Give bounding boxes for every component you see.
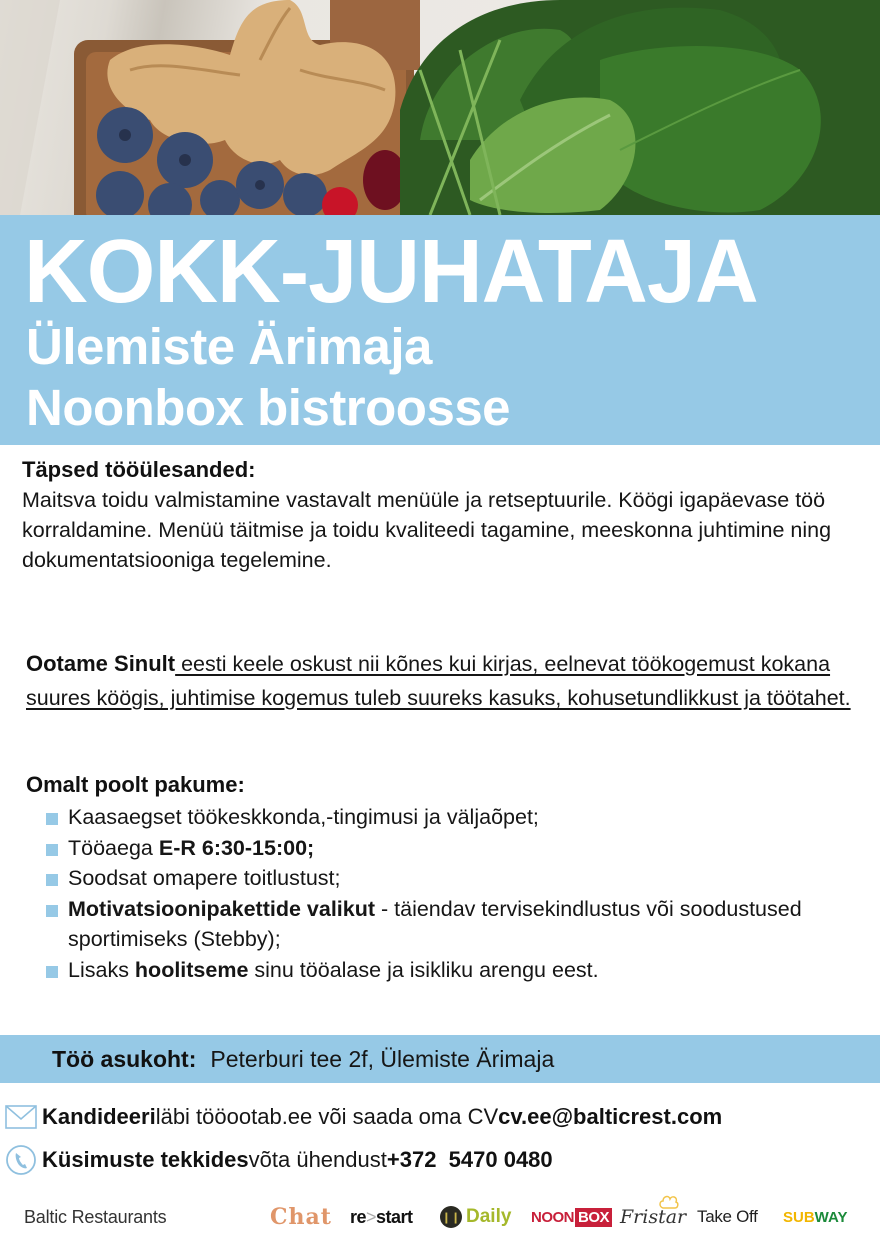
hero-food-image [0, 0, 880, 215]
take-off-logo: Take Off [697, 1207, 758, 1226]
apply-contact-line: Kandideeri läbi tööootab.ee või saada oma CV cv.ee@balticrest.com [4, 1100, 874, 1134]
duties-heading: Täpsed tööülesanded: [22, 457, 256, 482]
noonbox-logo: NOON BOX [531, 1196, 612, 1238]
offer-item: Kaasaegset töökeskkonda,-tingimusi ja väljaõpet; [26, 802, 866, 833]
chat-logo: Chat [270, 1204, 332, 1230]
fristar-logo: Fristar [620, 1196, 686, 1238]
square-bullet-icon [46, 874, 58, 886]
subway-logo: SUB WAY [783, 1208, 848, 1226]
duties-text: Maitsva toidu valmistamine vastavalt menüüle ja retseptuurile. Köögi igapäevase töö korraldamine. Menüü täitmise ja toidu kvaliteedi tagamine, meeskonna juhtimine ning dokumentatsiooniga tegelemine. [22, 488, 832, 572]
job-title: KOKK-JUHATAJA [24, 222, 758, 322]
expectations-lead: Ootame Sinult [26, 651, 176, 676]
restart-logo: re > start [350, 1206, 413, 1227]
offer-list [26, 802, 866, 985]
daily-logo: ❙❙ Daily [441, 1206, 512, 1227]
questions-label: Küsimuste tekkides [42, 1147, 249, 1172]
apply-email-link[interactable]: cv.ee@balticrest.com [498, 1104, 723, 1129]
offer-heading: Omalt poolt pakume: [26, 772, 245, 797]
job-location-subtitle: Ülemiste Ärimaja [26, 318, 432, 375]
title-banner [0, 215, 880, 445]
apply-label: Kandideeri [42, 1104, 156, 1129]
square-bullet-icon [46, 813, 58, 825]
offer-item: Soodsat omapere toitlustust; [26, 863, 866, 894]
duties-section [22, 455, 862, 575]
job-venue-subtitle: Noonbox bistroosse [26, 379, 511, 436]
offer-item: Lisaks hoolitseme sinu tööalase ja isikliku arengu eest. [26, 955, 866, 986]
square-bullet-icon [46, 905, 58, 917]
food-photo-icon [0, 0, 880, 215]
working-hours: E-R 6:30-15:00; [158, 835, 315, 860]
brand-footer [0, 1196, 880, 1238]
fork-knife-icon: ❙❙ [440, 1206, 462, 1228]
location-address: Peterburi tee 2f, Ülemiste Ärimaja [210, 1045, 555, 1072]
baltic-restaurants-logo: Baltic Restaurants [24, 1206, 167, 1227]
chef-hat-icon [658, 1194, 680, 1212]
location-label: Töö asukoht: [52, 1045, 197, 1072]
offer-section [26, 770, 866, 985]
phone-icon [4, 1143, 38, 1177]
offer-item: Tööaega E-R 6:30-15:00; [26, 833, 866, 864]
expectations-text: eesti keele oskust nii kõnes kui kirjas, eelnevat töökogemust kokana suures köögis, juhtimise kogemus tuleb suureks kasuks, kohusetundlikkust ja töötahet. [26, 652, 851, 710]
offer-item: Motivatsioonipakettide valikut - täiendav tervisekindlustus või soodustused sportimiseks (Stebby); [26, 894, 866, 955]
square-bullet-icon [46, 844, 58, 856]
location-bar [0, 1035, 880, 1083]
questions-contact-line: Küsimuste tekkides võta ühendust +372 5470 0480 [4, 1143, 874, 1177]
envelope-icon [4, 1100, 38, 1134]
square-bullet-icon [46, 966, 58, 978]
expectations-section [26, 647, 866, 715]
phone-number-link[interactable]: +372 5470 0480 [386, 1147, 553, 1172]
